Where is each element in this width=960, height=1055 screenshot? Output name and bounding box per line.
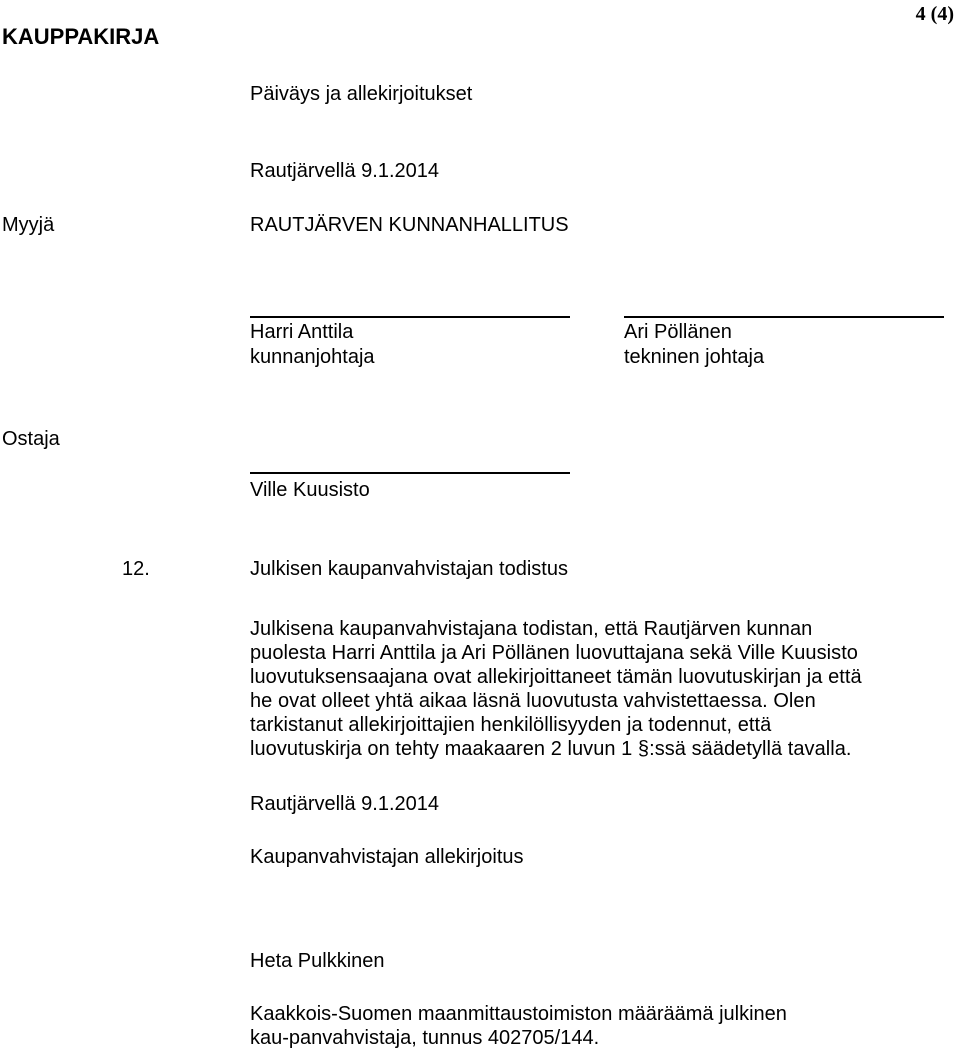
signature-label: Kaupanvahvistajan allekirjoitus: [250, 846, 524, 868]
signature-line-anttila: [250, 316, 570, 318]
signer-name: Ari Pöllänen: [624, 321, 732, 343]
section-heading: Päiväys ja allekirjoitukset: [250, 83, 473, 105]
paragraph-line: puolesta Harri Anttila ja Ari Pöllänen luovuttajana sekä Ville Kuusisto: [250, 642, 858, 664]
seller-org: RAUTJÄRVEN KUNNANHALLITUS: [250, 214, 569, 236]
paragraph-line: luovutuksensaajana ovat allekirjoittaneet tämän luovutuskirjan ja että: [250, 666, 862, 688]
seller-label: Myyjä: [2, 214, 55, 236]
document-title: KAUPPAKIRJA: [2, 24, 160, 49]
section-heading: Julkisen kaupanvahvistajan todistus: [250, 558, 568, 580]
place-date: Rautjärvellä 9.1.2014: [250, 160, 440, 182]
notary-place-date: Rautjärvellä 9.1.2014: [250, 793, 440, 815]
buyer-label: Ostaja: [2, 428, 60, 450]
notary-description: Kaakkois-Suomen maanmittaustoimiston määräämä julkinen: [250, 1003, 787, 1025]
buyer-name: Ville Kuusisto: [250, 479, 370, 501]
page-number: 4 (4): [915, 3, 954, 25]
paragraph-line: he ovat olleet yhtä aikaa läsnä luovutusta vahvistettaessa. Olen: [250, 690, 816, 712]
certificate-paragraph: [250, 617, 930, 761]
paragraph-line: luovutuskirja on tehty maakaaren 2 luvun 1 §:ssä säädetyllä tavalla.: [250, 738, 852, 760]
signature-line-kuusisto: [250, 472, 570, 474]
notary-name: Heta Pulkkinen: [250, 950, 385, 972]
signer-name: Harri Anttila: [250, 321, 354, 343]
notary-description: kau-panvahvistaja, tunnus 402705/144.: [250, 1027, 600, 1049]
paragraph-line: Julkisena kaupanvahvistajana todistan, että Rautjärven kunnan: [250, 618, 813, 640]
paragraph-line: tarkistanut allekirjoittajien henkilöllisyyden ja todennut, että: [250, 714, 772, 736]
signer-title: kunnanjohtaja: [250, 346, 375, 368]
section-number: 12.: [122, 558, 150, 580]
signer-title: tekninen johtaja: [624, 346, 765, 368]
signature-line-pollanen: [624, 316, 944, 318]
